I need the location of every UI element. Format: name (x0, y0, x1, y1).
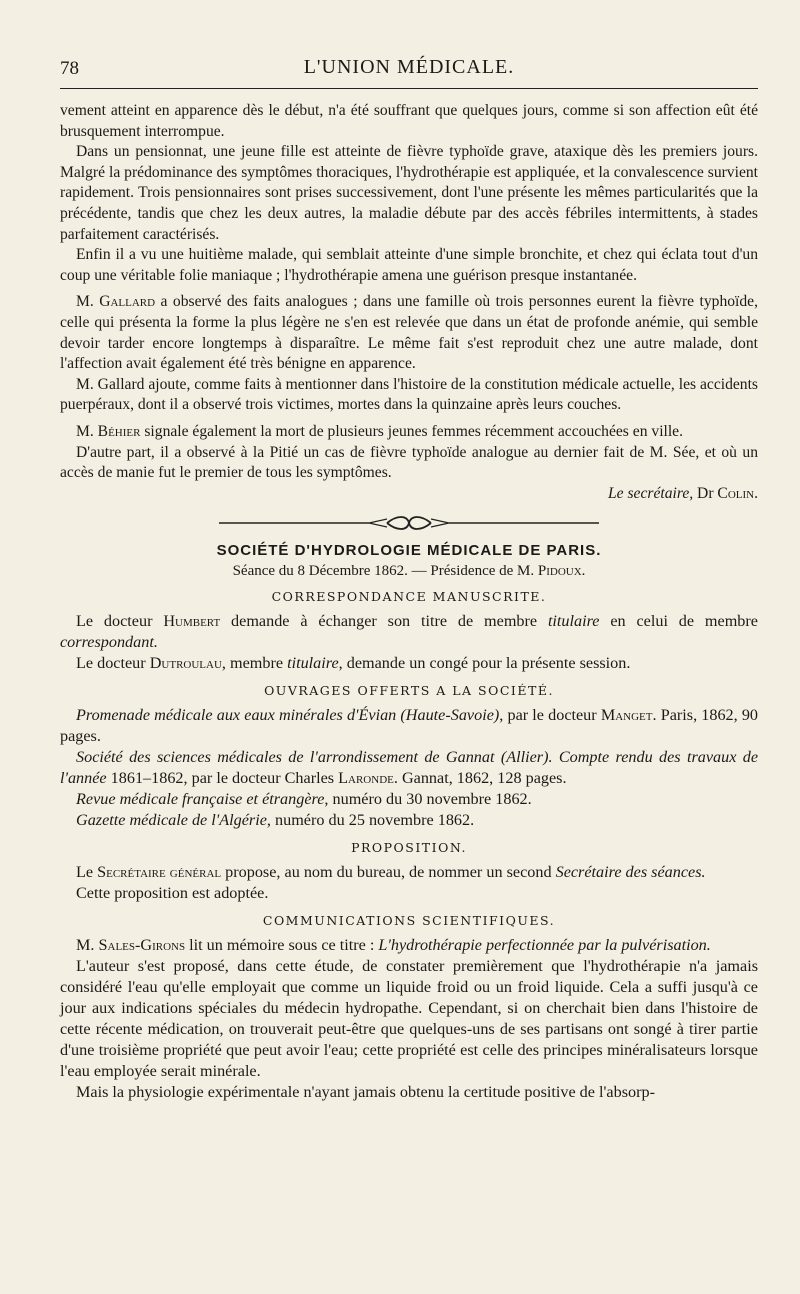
signature: Le secrétaire, Dr Colin. (607, 484, 758, 502)
paragraph: Mais la physiologie expérimentale n'ayant jamais obtenu la certitude positive de l'absorp- (76, 1083, 655, 1102)
page-header (60, 50, 758, 84)
ornament-divider (60, 514, 758, 532)
society-report (60, 586, 758, 1103)
speaker-name: Béhier (97, 422, 141, 440)
paragraph: Dans un pensionnat, une jeune fille est atteinte de fièvre typhoïde grave, ataxique dès les premiers jours. Malgré la prédominance des symptômes thoraciques, l'hydrothérapie est appliquée, et la convalescence survient rapidement. Trois pensionnaires sont prises successivement, dont l'une présente les mêmes particularités que la précédente, tandis que chez les deux autres, la maladie débute par des accès fébriles intermittents, à stades parfaitement caractérisés. (60, 143, 758, 243)
work-entry: Revue médicale française et étrangère, numéro du 30 novembre 1862. (76, 790, 532, 809)
section-heading: PROPOSITION. (351, 840, 467, 856)
work-entry: Société des sciences médicales de l'arrondissement de Gannat (Allier). Compte rendu des travaux de l'année 1861–1862, par le docteur Charles Laronde. Gannat, 1862, 128 pages. (60, 748, 758, 788)
work-entry: Gazette médicale de l'Algérie, numéro du 25 novembre 1862. (76, 811, 475, 830)
gallard-paragraph: M. Gallard a observé des faits analogues ; dans une famille où trois personnes eurent la fièvre typhoïde, celle qui présenta la forme la plus légère ne s'en est relevée que dans un état de profonde anémie, qui semble devoir tarder encore longtemps à disparaître. Le même fait s'est reproduit chez une autre malade, dont l'affection avait également été très bénigne en apparence. (60, 293, 758, 373)
section-heading: CORRESPONDANCE MANUSCRITE. (271, 589, 547, 605)
paragraph: D'autre part, il a observé à la Pitié un cas de fièvre typhoïde analogue au dernier fait de M. Sée, et où un accès de manie fut le premier de tous les symptômes. (60, 443, 758, 482)
paragraph: L'auteur s'est proposé, dans cette étude, de constater premièrement que l'hydrothérapie n'a jamais considéré l'eau qu'elle employait que comme un liquide froid ou un froid liquide. Cela a suffi jusqu'à ce jour aux indications spéciales du médecin hydropathe. Cependant, si on cherchait bien dans l'histoire de cette récente médication, on trouverait peut-être que quelques-uns de ses partisans ont songé à tirer partie d'une troisième propriété que peut avoir l'eau; cette propriété est celle des principes minéralisateurs lorsque l'eau employée serait minérale. (60, 957, 758, 1081)
paragraph: Le Secrétaire général propose, au nom du bureau, de nommer un second Secrétaire des séances. (76, 863, 706, 882)
paragraph: Le docteur Dutroulau, membre titulaire, demande un congé pour la présente session. (76, 654, 631, 673)
session-line: Séance du 8 Décembre 1862. — Présidence de M. Pidoux. (232, 563, 586, 580)
work-entry: Promenade médicale aux eaux minérales d'Évian (Haute-Savoie), par le docteur Manget. Paris, 1862, 90 pages. (60, 706, 759, 746)
page-number: 78 (60, 58, 79, 79)
paragraph: Enfin il a vu une huitième malade, qui semblait atteinte d'une simple bronchite, et chez qui éclata tout d'un coup une véritable folie maniaque ; l'hydrothérapie amena une guérison presque instantanée. (60, 246, 758, 284)
header-rule (60, 88, 758, 89)
section-heading: COMMUNICATIONS SCIENTIFIQUES. (262, 913, 556, 929)
running-title: L'UNION MÉDICALE. (303, 56, 515, 78)
speaker-name: Gallard (99, 293, 156, 311)
behier-paragraph: M. Béhier signale également la mort de plusieurs jeunes femmes récemment accouchées en ville. (76, 422, 684, 440)
society-title: SOCIÉTÉ D'HYDROLOGIE MÉDICALE DE PARIS. (216, 542, 602, 560)
paragraph: Le docteur Humbert demande à échanger son titre de membre titulaire en celui de membre correspondant. (60, 612, 758, 652)
ornament-icon (219, 514, 599, 532)
paragraph: M. Sales-Girons lit un mémoire sous ce titre : L'hydrothérapie perfectionnée par la pulvérisation. (76, 936, 711, 955)
paragraph: vement atteint en apparence dès le début, n'a été souffrant que quelques jours, comme si son affection eût été brusquement interrompue. (60, 102, 758, 140)
paragraph: Cette proposition est adoptée. (76, 884, 269, 903)
section-heading: OUVRAGES OFFERTS A LA SOCIÉTÉ. (264, 683, 554, 699)
paragraph: M. Gallard ajoute, comme faits à mentionner dans l'histoire de la constitution médicale actuelle, les accidents puerpéraux, dont il a observé trois victimes, mortes dans la quinzaine après leurs couches. (60, 375, 758, 414)
article-continuation (60, 101, 758, 504)
